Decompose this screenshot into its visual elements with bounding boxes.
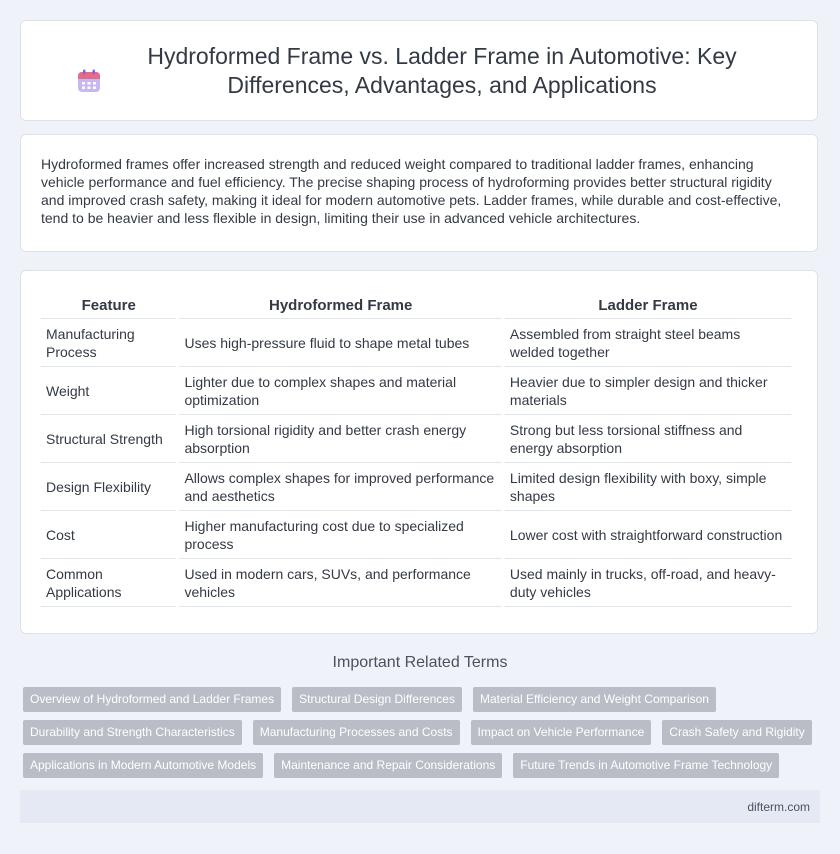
hydroformed-cell: Allows complex shapes for improved performance and aesthetics <box>179 463 501 511</box>
hydroformed-cell: Uses high-pressure fluid to shape metal tubes <box>179 319 501 367</box>
calendar-icon <box>76 68 102 94</box>
ladder-cell: Limited design flexibility with boxy, simple shapes <box>505 463 791 511</box>
feature-cell: Common Applications <box>41 559 176 607</box>
related-term-tag[interactable]: Overview of Hydroformed and Ladder Frames <box>23 687 281 712</box>
summary-paragraph: Hydroformed frames offer increased strength and reduced weight compared to traditional ladder frames, enhancing vehicle performance and fuel efficiency. The precise shaping process of hydroforming provides better structural rigidity and improved crash safety, making it ideal for modern automotive pets. Ladder frames, while durable and cost-effective, tend to be heavier and less flexible in design, limiting their use in advanced vehicle architectures. <box>41 156 782 226</box>
feature-cell: Structural Strength <box>41 415 176 463</box>
table-row <box>41 319 791 367</box>
footer-bar <box>20 790 820 823</box>
ladder-cell: Strong but less torsional stiffness and energy absorption <box>505 415 791 463</box>
hydroformed-cell: Used in modern cars, SUVs, and performance vehicles <box>179 559 501 607</box>
related-term-tag[interactable]: Crash Safety and Rigidity <box>662 720 811 745</box>
related-term-tag[interactable]: Applications in Modern Automotive Models <box>23 753 263 778</box>
related-term-tag[interactable]: Impact on Vehicle Performance <box>471 720 652 745</box>
feature-cell: Cost <box>41 511 176 559</box>
related-terms-tags <box>20 687 820 786</box>
footer-site-name: difterm.com <box>747 799 810 814</box>
hydroformed-cell: Higher manufacturing cost due to specialized process <box>179 511 501 559</box>
feature-cell: Weight <box>41 367 176 415</box>
feature-cell: Manufacturing Process <box>41 319 176 367</box>
feature-cell: Design Flexibility <box>41 463 176 511</box>
header-hydroformed-frame: Hydroformed Frame <box>179 293 501 319</box>
hydroformed-cell: High torsional rigidity and better crash energy absorption <box>179 415 501 463</box>
header-feature: Feature <box>41 293 176 319</box>
page-title: Hydroformed Frame vs. Ladder Frame in Automotive: Key Differences, Advantages, and Applications <box>147 42 737 98</box>
related-term-tag[interactable]: Future Trends in Automotive Frame Technology <box>513 753 779 778</box>
ladder-cell: Heavier due to simpler design and thicker materials <box>505 367 791 415</box>
ladder-cell: Used mainly in trucks, off-road, and heavy-duty vehicles <box>505 559 791 607</box>
hydroformed-cell: Lighter due to complex shapes and material optimization <box>179 367 501 415</box>
related-term-tag[interactable]: Structural Design Differences <box>292 687 462 712</box>
table-header-row <box>41 293 791 319</box>
table-row <box>41 367 791 415</box>
comparison-table-card <box>20 270 818 634</box>
table-row <box>41 511 791 559</box>
related-term-tag[interactable]: Manufacturing Processes and Costs <box>253 720 460 745</box>
related-terms-heading: Important Related Terms <box>332 654 508 671</box>
table-row <box>41 463 791 511</box>
title-card <box>20 20 818 121</box>
ladder-cell: Assembled from straight steel beams welded together <box>505 319 791 367</box>
comparison-table <box>38 293 794 607</box>
title-wrap <box>76 42 762 100</box>
summary-card <box>20 134 818 252</box>
related-term-tag[interactable]: Material Efficiency and Weight Comparison <box>473 687 716 712</box>
header-ladder-frame: Ladder Frame <box>505 293 791 319</box>
related-term-tag[interactable]: Maintenance and Repair Considerations <box>274 753 502 778</box>
ladder-cell: Lower cost with straightforward construction <box>505 511 791 559</box>
table-row <box>41 559 791 607</box>
related-term-tag[interactable]: Durability and Strength Characteristics <box>23 720 242 745</box>
table-row <box>41 415 791 463</box>
